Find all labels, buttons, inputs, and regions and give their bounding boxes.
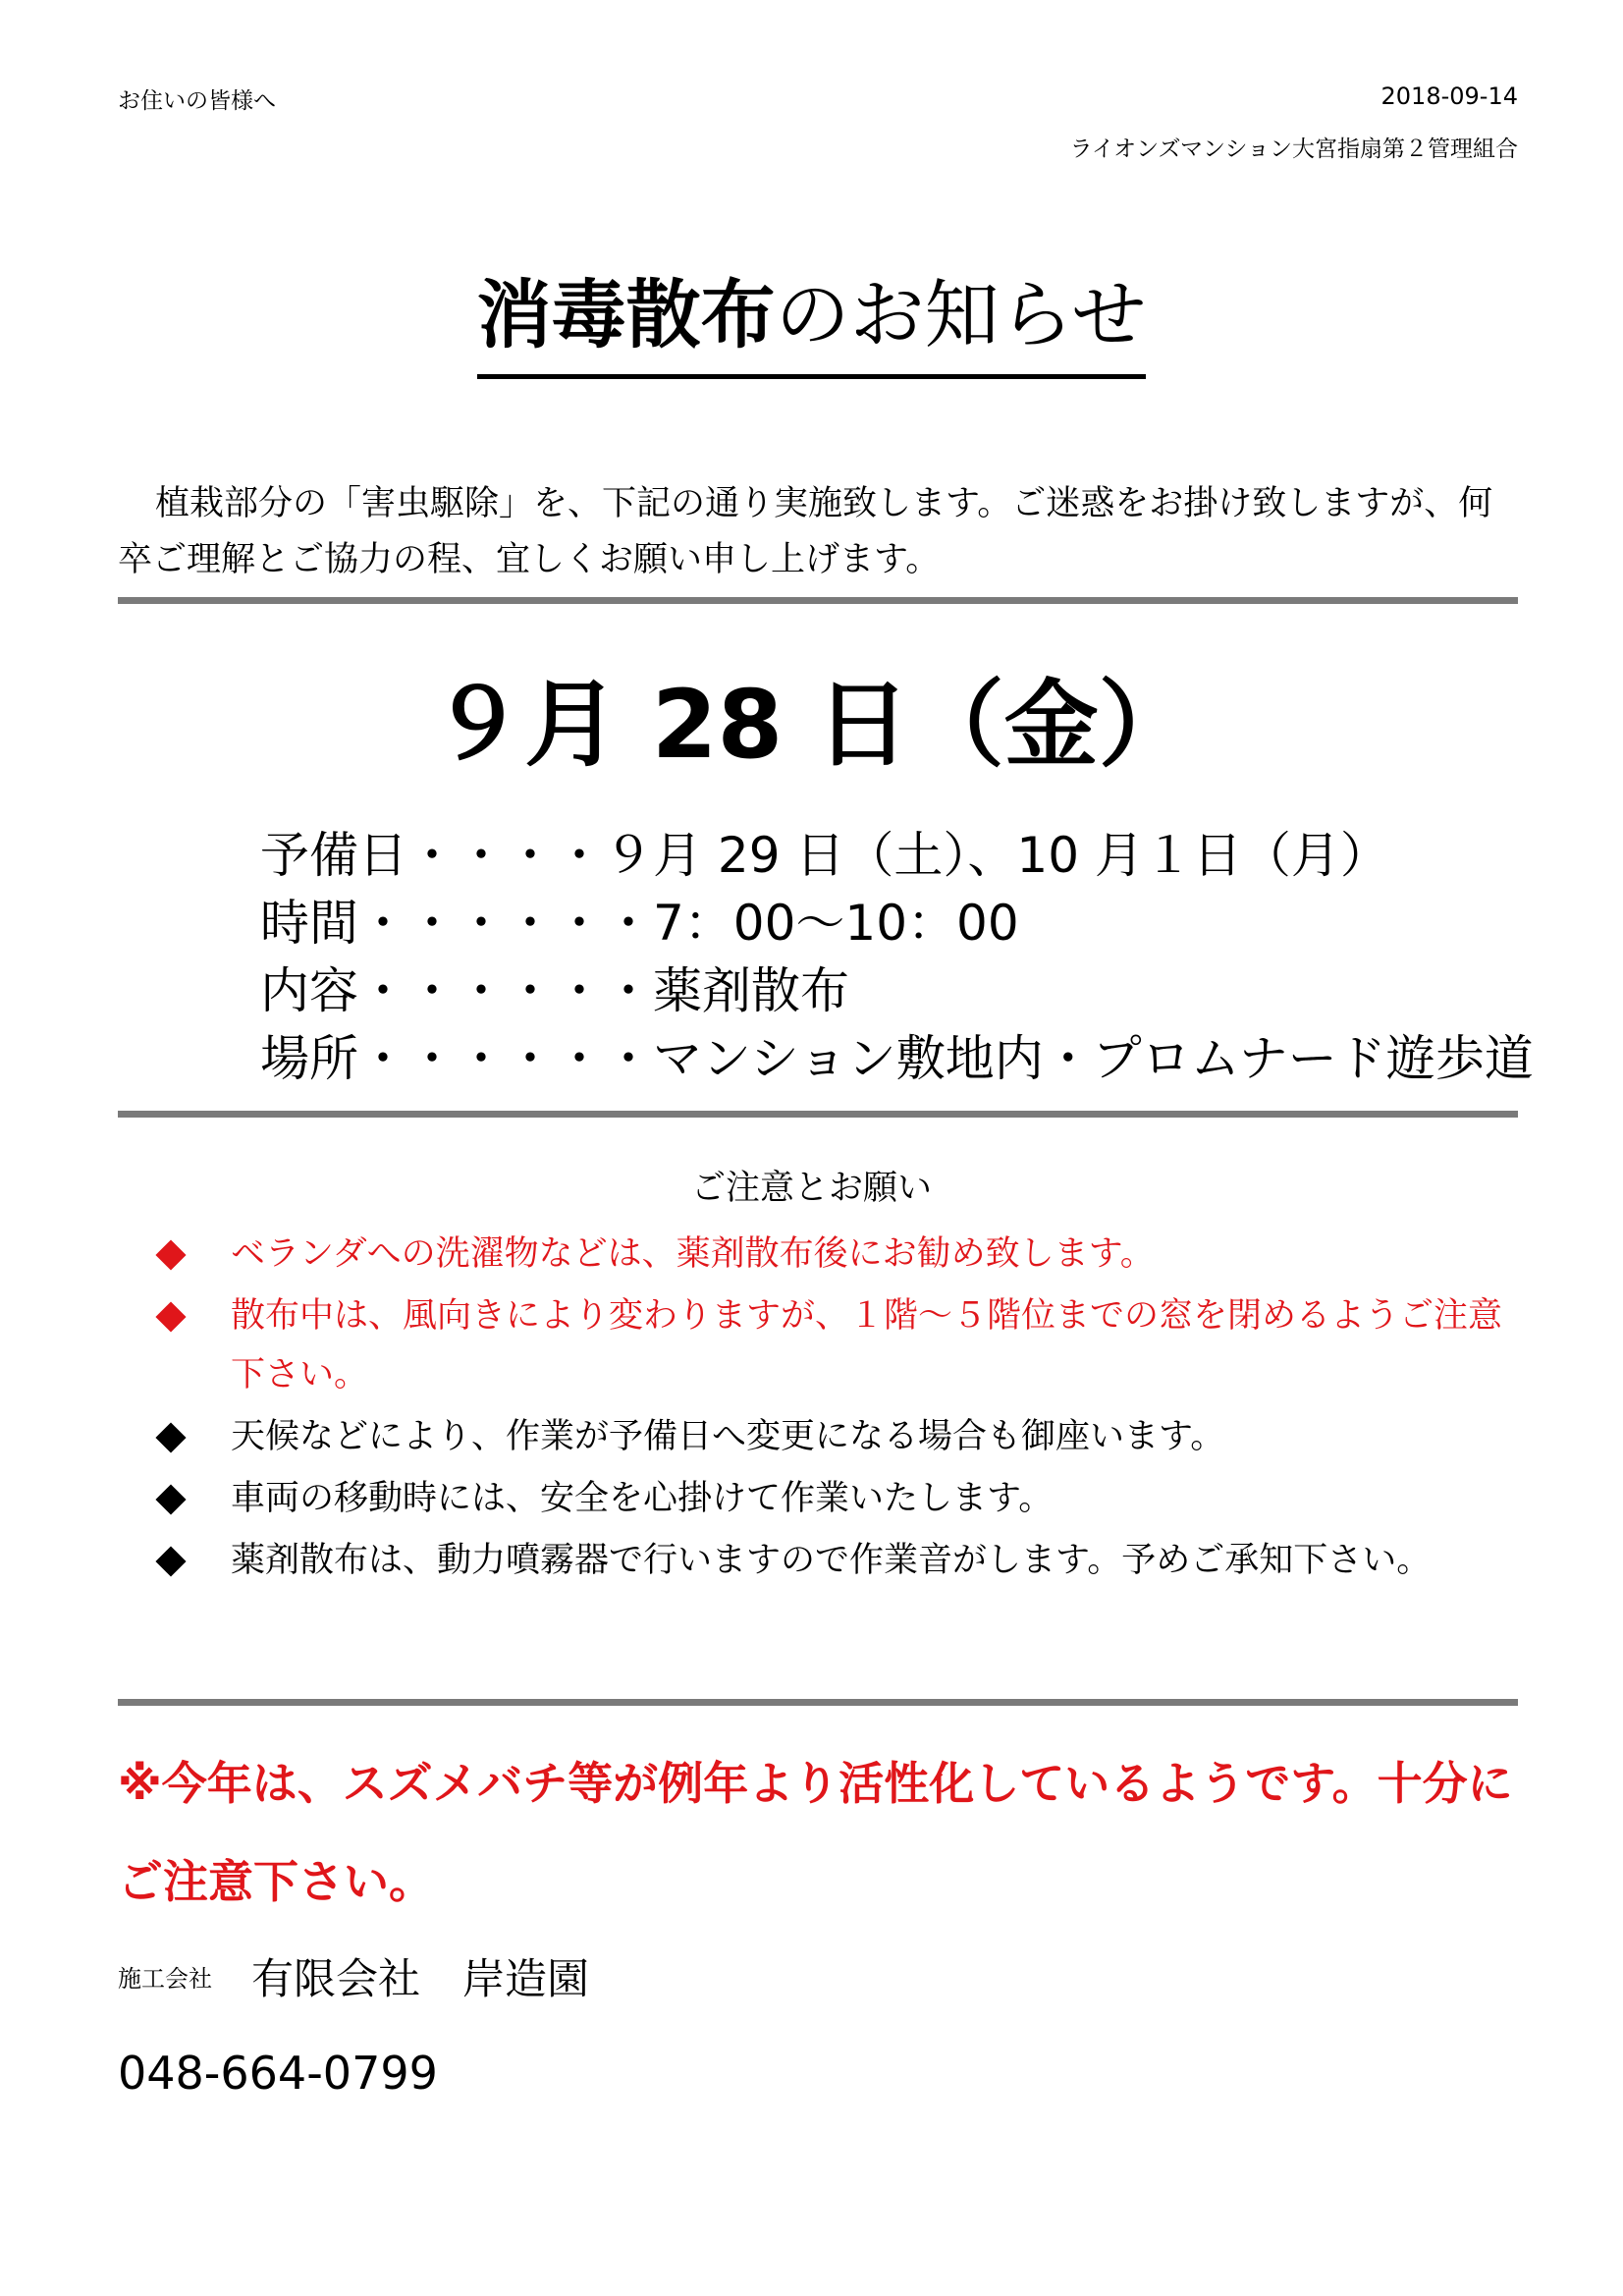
title-underline (476, 271, 1147, 379)
issuing-organization: ライオンズマンション大宮指扇第２管理組合 (1069, 137, 1518, 162)
note-text: ベランダへの洗濯物などは、薬剤散布後にお勧め致します。 (231, 1234, 1155, 1274)
intro-paragraph: 植栽部分の「害虫駆除」を、下記の通り実施致します。ご迷惑をお掛け致しますが、何卒ご理解とご協力の程、宜しくお願い申し上げます。 (118, 484, 1493, 579)
contractor-label: 施工会社 (118, 1965, 212, 1993)
note-text: 車両の移動時には、安全を心掛けて作業いたします。 (231, 1479, 1054, 1518)
list-item (152, 1407, 1527, 1466)
title-normal-part: のお知らせ (775, 271, 1147, 358)
note-text: 天候などにより、作業が予備日へ変更になる場合も御座います。 (231, 1417, 1225, 1456)
addressee: お住いの皆様へ (118, 88, 276, 114)
schedule-block (260, 822, 1534, 1093)
divider (118, 1699, 1518, 1706)
diamond-bullet-icon (155, 1301, 186, 1332)
note-text: 薬剤散布は、動力噴霧器で行いますので作業音がします。予めご承知下さい。 (231, 1541, 1432, 1580)
notes-title: ご注意とお願い (690, 1169, 932, 1208)
divider (118, 597, 1518, 604)
list-item (152, 1225, 1527, 1284)
diamond-bullet-icon (155, 1239, 186, 1270)
list-item (152, 1469, 1527, 1528)
phone-number: 048-664-0799 (118, 2047, 438, 2100)
title-bold-part: 消毒散布 (476, 271, 776, 358)
divider (118, 1111, 1518, 1118)
list-item (152, 1531, 1527, 1590)
contractor-name: 有限会社 岸造園 (251, 1955, 589, 2004)
page-title (0, 271, 1623, 379)
main-date: ９月 28 日（金） (430, 670, 1193, 780)
schedule-time: 時間・・・・・・7：00～10：00 (260, 895, 1019, 952)
schedule-content: 内容・・・・・・薬剤散布 (260, 962, 849, 1019)
note-text: 散布中は、風向きにより変わりますが、１階～５階位までの窓を閉めるようご注意下さい。 (231, 1296, 1503, 1394)
contractor (118, 1946, 589, 2006)
diamond-bullet-icon (155, 1484, 186, 1514)
schedule-place: 場所・・・・・・マンション敷地内・プロムナード遊歩道 (260, 1030, 1534, 1087)
diamond-bullet-icon (155, 1422, 186, 1452)
hornet-warning: ※今年は、スズメバチ等が例年より活性化しているようです。十分にご注意下さい。 (118, 1757, 1513, 1908)
notes-list (152, 1225, 1527, 1593)
diamond-bullet-icon (155, 1546, 186, 1576)
issue-date: 2018-09-14 (1380, 82, 1518, 110)
schedule-reserve-day: 予備日・・・・９月 29 日（土）、10 月１日（月） (260, 827, 1389, 884)
list-item (152, 1286, 1527, 1404)
